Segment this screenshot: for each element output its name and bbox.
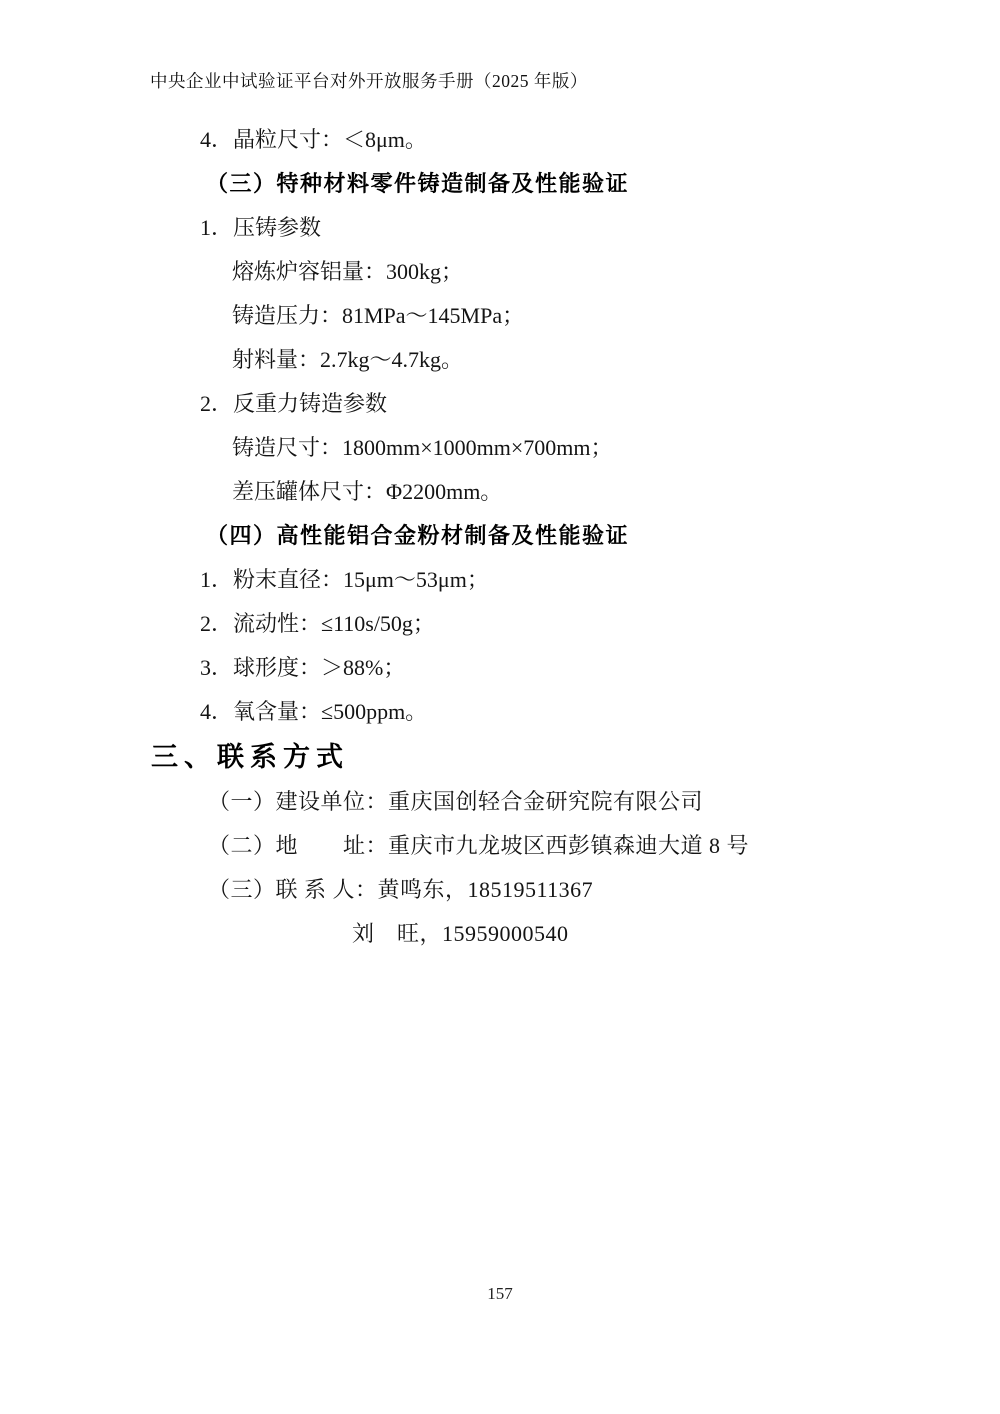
text-line: （二）地 址：重庆市九龙坡区西彭镇森迪大道 8 号 [208, 833, 750, 858]
text-line: 4．氧含量：≤500ppm。 [200, 699, 428, 724]
subsection-heading: （四）高性能铝合金粉材制备及性能验证 [206, 523, 630, 548]
text-line: 1．粉末直径：15μm～53μm； [200, 567, 489, 592]
subsection-heading: （三）特种材料零件铸造制备及性能验证 [206, 171, 630, 196]
section-heading: 三、联系方式 [151, 742, 349, 772]
text-line: 4．晶粒尺寸：＜8μm。 [200, 127, 427, 152]
text-line: 熔炼炉容铝量：300kg； [232, 259, 464, 284]
page-header-title: 中央企业中试验证平台对外开放服务手册（2025 年版） [150, 71, 588, 91]
text-line: 刘 旺，15959000540 [352, 921, 569, 946]
text-line: 铸造尺寸：1800mm×1000mm×700mm； [232, 435, 613, 460]
text-line: （三）联 系 人：黄鸣东，18519511367 [208, 877, 594, 902]
text-line: 铸造压力：81MPa～145MPa； [232, 303, 525, 328]
document-body [0, 118, 1000, 956]
text-line: 1．压铸参数 [200, 215, 322, 240]
text-line: 3．球形度：＞88%； [200, 655, 406, 680]
text-line: 差压罐体尺寸：Φ2200mm。 [232, 479, 503, 504]
text-line: 射料量：2.7kg～4.7kg。 [232, 347, 464, 372]
text-line: 2．反重力铸造参数 [200, 391, 388, 416]
text-line: （一）建设单位：重庆国创轻合金研究院有限公司 [208, 789, 704, 814]
page-number: 157 [487, 1284, 513, 1303]
text-line: 2．流动性：≤110s/50g； [200, 611, 435, 636]
